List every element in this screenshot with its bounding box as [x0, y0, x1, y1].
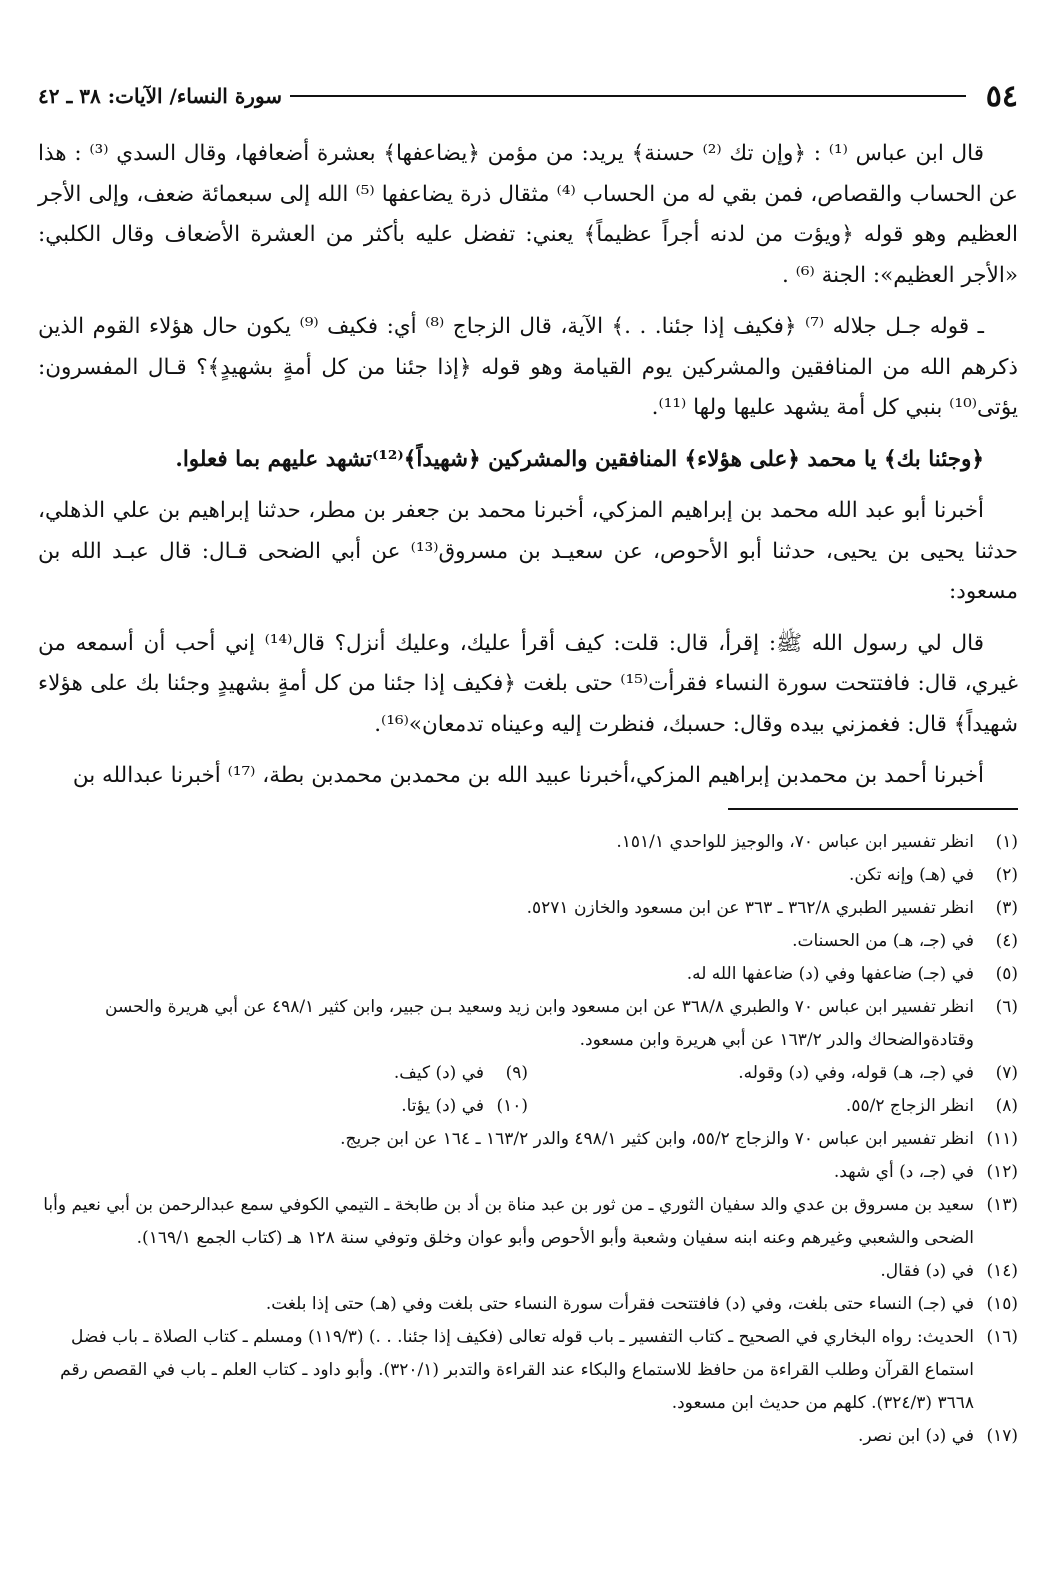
- footnote-9: [38, 1057, 528, 1090]
- footnote-text: في (د) ابن نصر.: [858, 1425, 974, 1446]
- paragraph-1: قال ابن عباس ⁽¹⁾ : ﴿وإن تك ⁽²⁾ حسنة﴾ يريد: من مؤمن ﴿يضاعفها﴾ بعشرة أضعافها، وقال السدي ⁽³⁾ : هذا عن الحساب والقصاص، فمن بقي له من الحساب ⁽⁴⁾ مثقال ذرة يضاعفها ⁽⁵⁾ الله إلى سبعمائة ضعف، وإلى الأجر العظيم وهو قوله ﴿ويؤت من لدنه أجراً عظيماً﴾ يعني: تفضل عليه بأكثر من العشرة الأضعاف وقال الكلبي: «الأجر العظيم»: الجنة ⁽⁶⁾ .: [38, 141, 1018, 288]
- paragraph-2: ـ قوله جـل جلاله ⁽⁷⁾ ﴿فكيف إذا جئنا. . .﴾ الآية، قال الزجاج ⁽⁸⁾ أي: فكيف ⁽⁹⁾ يكون حال هؤلاء القوم الذين ذكرهم الله من المنافقين والمشركين يوم القيامة وهو قوله ﴿إذا جئنا من كل أمةٍ بشهيدٍ﴾؟ قـال المفسرون: يؤتى⁽¹⁰⁾ بنبي كل أمة يشهد عليها ولها ⁽¹¹⁾.: [38, 314, 1018, 420]
- footnote-row-7-9: [38, 1057, 1018, 1090]
- footnote-text: انظر تفسير ابن عباس ٧٠ والطبري ٣٦٨/٨ عن ابن مسعود وابن زيد وسعيد بـن جبير، وابن كثير ٤٩٨/١ عن أبي هريرة والحسن وقتادةوالضحاك والدر ١٦٣/٢ عن أبي هريرة وابن مسعود.: [105, 996, 974, 1050]
- footnote-number: (١٣): [986, 1194, 1018, 1215]
- footnote-13: [38, 1189, 1018, 1255]
- footnote-2: [38, 859, 1018, 892]
- footnote-number: (٢): [995, 864, 1018, 885]
- footnote-number: (١١): [986, 1128, 1018, 1149]
- footnote-1: [38, 826, 1018, 859]
- footnote-number: (١٦): [986, 1326, 1018, 1347]
- footnote-number: (٩): [505, 1062, 528, 1083]
- footnote-text: انظر تفسير ابن عباس ٧٠، والوجيز للواحدي ١٥١/١.: [616, 831, 974, 852]
- footnote-number: (١٧): [986, 1425, 1018, 1446]
- footnote-4: [38, 925, 1018, 958]
- paragraph-5: قال لي رسول الله ﷺ: إقرأ، قال: قلت: كيف أقرأ عليك، وعليك أنزل؟ قال⁽¹⁴⁾ إني أحب أن أسمعه من غيري، قال: فافتتحت سورة النساء فقرأت⁽¹⁵⁾ حتى بلغت ﴿فكيف إذا جئنا من كل أمةٍ بشهيدٍ وجئنا بك على هؤلاء شهيداً﴾ قال: فغمزني بيده وقال: حسبك، فنظرت إليه وعيناه تدمعان»⁽¹⁶⁾.: [38, 630, 1018, 737]
- footnotes: [38, 826, 1018, 1453]
- footnote-row-8-10: [38, 1090, 1018, 1123]
- footnote-text: في (د) فقال.: [880, 1260, 974, 1281]
- page-header: [38, 74, 1018, 118]
- footnote-10: [38, 1090, 528, 1123]
- footnote-text: في (د) يؤتا.: [401, 1095, 484, 1116]
- footnote-15: [38, 1288, 1018, 1321]
- paragraph-6: أخبرنا أحمد بن محمدبن إبراهيم المزكي،أخبرنا عبيد الله بن محمدبن محمدبن بطة، ⁽¹⁷⁾ أخبرنا عبدالله بن: [72, 763, 984, 788]
- footnote-number: (٦): [995, 996, 1018, 1017]
- footnote-14: [38, 1255, 1018, 1288]
- header-rule: [290, 95, 966, 97]
- footnote-16: [38, 1321, 1018, 1420]
- paragraph-3: ﴿وجئنا بك﴾ يا محمد ﴿على هؤلاء﴾ المنافقين والمشركين ﴿شهيداً﴾⁽¹²⁾تشهد عليهم بما فعلوا.: [175, 446, 984, 472]
- footnote-text: في (جـ، هـ) من الحسنات.: [792, 930, 974, 951]
- footnote-number: (٧): [995, 1062, 1018, 1083]
- footnote-number: (٥): [995, 963, 1018, 984]
- main-text: [38, 134, 1018, 797]
- footnote-7: [528, 1057, 1018, 1090]
- footnote-number: (١٥): [986, 1293, 1018, 1314]
- footnote-text: في (جـ) ضاعفها وفي (د) ضاعفها الله له.: [686, 963, 974, 984]
- footnote-text: انظر تفسير ابن عباس ٧٠ والزجاج ٥٥/٢، وابن كثير ٤٩٨/١ والدر ١٦٣/٢ ـ ١٦٤ عن ابن جريج.: [340, 1128, 974, 1149]
- footnote-separator: [728, 808, 1018, 810]
- book-page: [38, 74, 1018, 1453]
- footnote-number: (١٠): [496, 1095, 528, 1116]
- footnote-5: [38, 958, 1018, 991]
- footnote-text: انظر الزجاج ٥٥/٢.: [845, 1095, 974, 1116]
- footnote-text: في (جـ، هـ) قوله، وفي (د) وقوله.: [738, 1062, 974, 1083]
- paragraph-4: أخبرنا أبو عبد الله محمد بن إبراهيم المزكي، أخبرنا محمد بن جعفر بن مطر، حدثنا إبراهيم بن علي الذهلي، حدثنا يحيى بن يحيى، حدثنا أبو الأحوص، عن سعيـد بن مسروق⁽¹³⁾ عن أبي الضحى قـال: قال عبـد الله بن مسعود:: [38, 498, 1019, 604]
- footnote-text: في (جـ، د) أي شهد.: [833, 1161, 974, 1182]
- footnote-text: في (هـ) وإنه تكن.: [849, 864, 974, 885]
- footnote-number: (٣): [995, 897, 1018, 918]
- footnote-12: [38, 1156, 1018, 1189]
- footnote-text: في (جـ) النساء حتى بلغت، وفي (د) فافتتحت فقرأت سورة النساء حتى بلغت وفي (هـ) حتى إذا بلغت.: [265, 1293, 974, 1314]
- footnote-text: سعيد بن مسروق بن عدي والد سفيان الثوري ـ من ثور بن عبد مناة بن أد بن طابخة ـ التيمي الكوفي سمع عبدالرحمن بن أبي نعيم وأبا الضحى والشعبي وغيرهم وعنه ابنه سفيان وشعبة وأبو الأحوص وأبو عوان وخلق وتوفي سنة ١٢٨ هـ (كتاب الجمع ١٦٩/١).: [43, 1194, 974, 1248]
- footnote-number: (١٤): [986, 1260, 1018, 1281]
- page-number: ٥٤: [985, 78, 1018, 114]
- footnote-8: [528, 1090, 1018, 1123]
- footnote-text: الحديث: رواه البخاري في الصحيح ـ كتاب التفسير ـ باب قوله تعالى (فكيف إذا جئنا. . .) (١١٩/٣) ومسلم ـ كتاب الصلاة ـ باب فضل استماع القرآن وطلب القراءة من حافظ للاستماع والبكاء عند القراءة والتدبر (٣٢٠/١). وأبو داود ـ كتاب العلم ـ باب في القصص رقم ٣٦٦٨ (٣٢٤/٣). كلهم من حديث ابن مسعود.: [60, 1326, 974, 1413]
- footnote-number: (٨): [995, 1095, 1018, 1116]
- footnote-3: [38, 892, 1018, 925]
- running-title: سورة النساء/ الآيات: ٣٨ ـ ٤٢: [38, 84, 283, 108]
- footnote-number: (١): [995, 831, 1018, 852]
- footnote-text: في (د) كيف.: [393, 1062, 484, 1083]
- footnote-6: [38, 991, 1018, 1057]
- footnote-number: (٤): [995, 930, 1018, 951]
- footnote-number: (١٢): [986, 1161, 1018, 1182]
- footnote-text: انظر تفسير الطبري ٣٦٢/٨ ـ ٣٦٣ عن ابن مسعود والخازن ٥٢٧١.: [526, 897, 974, 918]
- footnote-11: [38, 1123, 1018, 1156]
- footnote-17: [38, 1420, 1018, 1453]
